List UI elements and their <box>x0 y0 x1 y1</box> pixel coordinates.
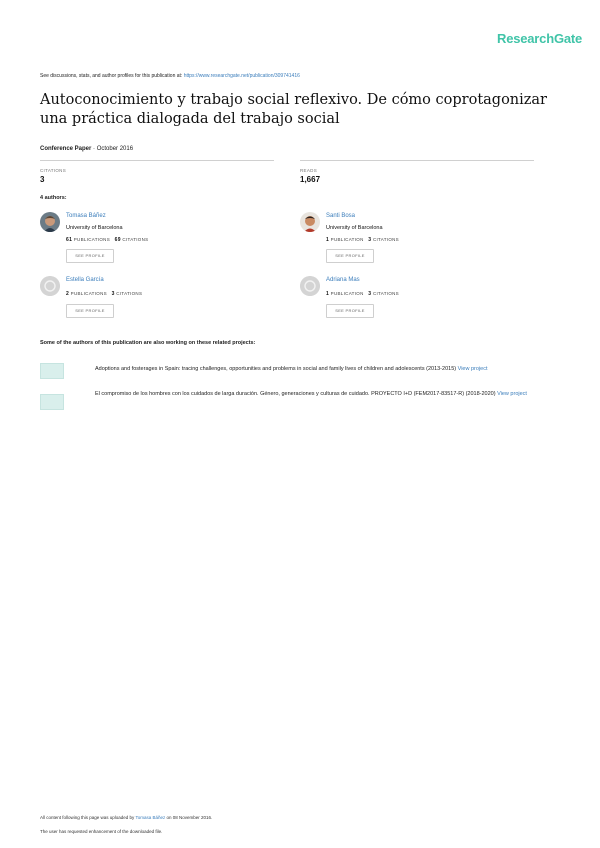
author-publications-count: 1 <box>326 237 330 243</box>
upload-suffix: on 08 November 2016. <box>166 815 213 820</box>
project-description: Adoptions and fosterages in Spain: tracing challenges, opportunities and problems in social and family lives of children and adolescents (2013-2015) <box>95 366 457 372</box>
citations-label: CITATIONS <box>40 168 67 173</box>
author-stats <box>326 237 399 243</box>
uploader-link[interactable]: Tomasa Báñez <box>135 815 166 820</box>
author-citations-label: CITATIONS <box>116 291 143 296</box>
author-citations-count: 69 <box>114 237 121 243</box>
user-placeholder-icon <box>40 276 60 296</box>
see-profile-button[interactable]: SEE PROFILE <box>326 249 374 263</box>
publication-title: Autoconocimiento y trabajo social reflexivo. De cómo coprotagonizar una práctica dialogada del trabajo social <box>40 92 547 127</box>
publication-type: Conference Paper <box>40 146 92 152</box>
reads-label: READS <box>300 168 318 173</box>
author-citations-count: 3 <box>368 237 372 243</box>
author-citations-label: CITATIONS <box>372 291 399 296</box>
discussion-prefix: See discussions, stats, and author profiles for this publication at: <box>40 73 183 79</box>
author-publications-count: 2 <box>66 291 70 297</box>
author-publications-label: PUBLICATIONS <box>70 291 107 296</box>
author-avatar[interactable] <box>40 276 60 296</box>
author-publications-label: PUBLICATIONS <box>73 237 111 242</box>
author-name[interactable]: Santi Bosa <box>326 213 356 219</box>
enhancement-notice: The user has requested enhancement of the downloaded file. <box>40 829 163 834</box>
author-stats <box>66 291 142 297</box>
author-citations-count: 3 <box>368 291 372 297</box>
project-icon[interactable] <box>40 394 64 410</box>
author-publications-label: PUBLICATION <box>330 291 364 296</box>
author-institution: University of Barcelona <box>66 225 123 231</box>
author-name[interactable]: Estella García <box>66 277 104 283</box>
reads-count: 1,667 <box>300 175 321 184</box>
author-citations-label: CITATIONS <box>122 237 149 242</box>
authors-heading: 4 authors: <box>40 195 67 201</box>
author-avatar[interactable] <box>300 276 320 296</box>
author-name[interactable]: Tomasa Báñez <box>66 213 106 219</box>
view-project-link[interactable]: View project <box>457 366 488 372</box>
projects-heading: Some of the authors of this publication are also working on these related projects: <box>40 340 256 346</box>
author-publications-count: 1 <box>326 291 330 297</box>
publication-meta <box>40 146 133 152</box>
discussion-line <box>40 73 300 79</box>
author-stats <box>326 291 399 297</box>
see-profile-button[interactable]: SEE PROFILE <box>326 304 374 318</box>
view-project-link[interactable]: View project <box>497 391 527 397</box>
see-profile-button[interactable]: SEE PROFILE <box>66 249 114 263</box>
author-avatar[interactable] <box>40 212 60 232</box>
project-icon[interactable] <box>40 363 64 379</box>
citations-count: 3 <box>40 175 45 184</box>
author-photo-icon <box>300 212 320 232</box>
author-citations-label: CITATIONS <box>372 237 399 242</box>
author-photo-icon <box>40 212 60 232</box>
project-item <box>95 365 555 374</box>
project-description: El compromiso de los hombres con los cuidados de larga duración. Género, generaciones y culturas de cuidado. PROYECTO I+D (FEM2017-83517-R) (2018-2020) <box>95 391 496 397</box>
author-stats <box>66 237 148 243</box>
author-avatar[interactable] <box>300 212 320 232</box>
reads-divider <box>300 160 534 161</box>
researchgate-logo[interactable]: ResearchGate <box>497 31 583 46</box>
author-publications-count: 61 <box>66 237 73 243</box>
project-item <box>95 390 555 399</box>
author-institution: University of Barcelona <box>326 225 383 231</box>
citations-divider <box>40 160 274 161</box>
author-name[interactable]: Adriana Mas <box>326 277 360 283</box>
upload-prefix: All content following this page was uploaded by <box>40 815 135 820</box>
author-publications-label: PUBLICATION <box>330 237 364 242</box>
publication-link[interactable]: https://www.researchgate.net/publication/309741416 <box>183 73 300 79</box>
upload-notice <box>40 815 212 820</box>
publication-date: · October 2016 <box>93 146 134 152</box>
see-profile-button[interactable]: SEE PROFILE <box>66 304 114 318</box>
author-citations-count: 3 <box>111 291 115 297</box>
user-placeholder-icon <box>300 276 320 296</box>
